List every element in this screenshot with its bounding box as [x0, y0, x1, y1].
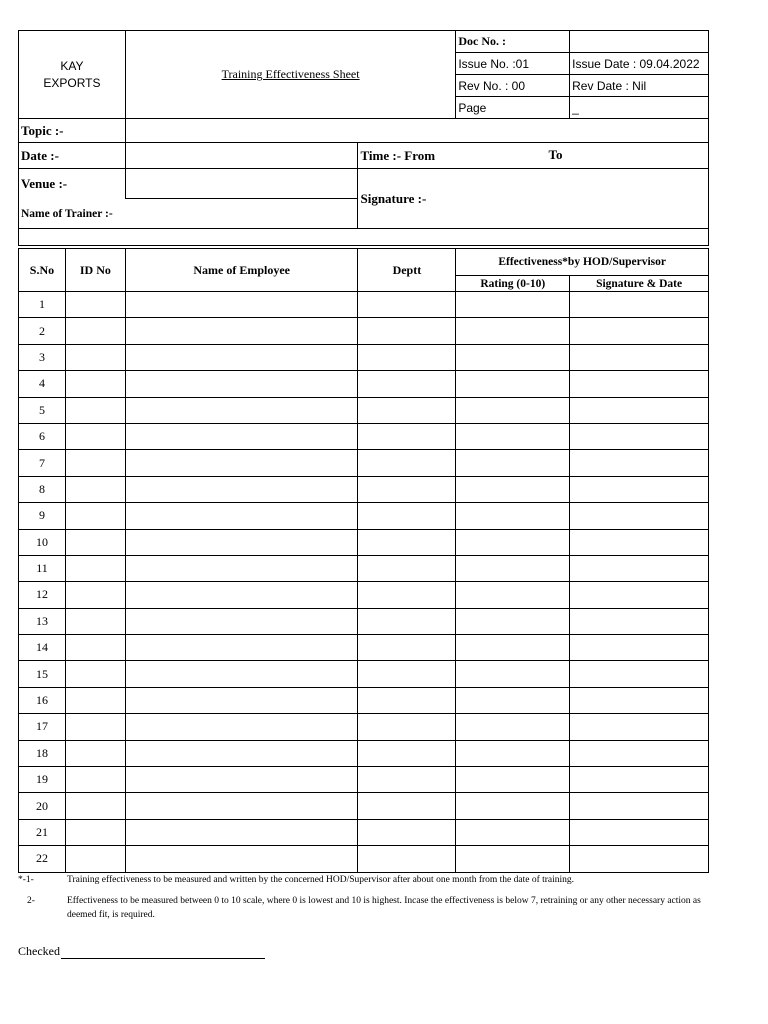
row-id-field[interactable]: [65, 608, 125, 634]
document-title: Training Effectiveness Sheet: [125, 31, 455, 119]
row-rating-field[interactable]: [456, 555, 570, 581]
signature-field[interactable]: [358, 169, 709, 229]
row-signature-field[interactable]: [570, 819, 709, 845]
row-signature-field[interactable]: [570, 846, 709, 872]
row-signature-field[interactable]: [570, 555, 709, 581]
row-sno: 15: [19, 661, 66, 687]
row-rating-field[interactable]: [456, 661, 570, 687]
row-signature-field[interactable]: [570, 476, 709, 502]
row-signature-field[interactable]: [570, 292, 709, 318]
page-label: Page: [456, 97, 570, 119]
row-sno: 20: [19, 793, 66, 819]
row-deptt-field[interactable]: [358, 292, 456, 318]
col-deptt: Deptt: [358, 249, 456, 292]
row-id-field[interactable]: [65, 687, 125, 713]
row-rating-field[interactable]: [456, 793, 570, 819]
row-name-field[interactable]: [125, 793, 358, 819]
table-row: [19, 292, 709, 318]
note-1: [18, 873, 718, 887]
row-name-field[interactable]: [125, 503, 358, 529]
row-sno: 8: [19, 476, 66, 502]
table-row: [19, 450, 709, 476]
row-name-field[interactable]: [125, 608, 358, 634]
row-deptt-field[interactable]: [358, 476, 456, 502]
row-name-field[interactable]: [125, 292, 358, 318]
company-name: [19, 31, 126, 119]
row-signature-field[interactable]: [570, 318, 709, 344]
rev-no: Rev No. : 00: [456, 75, 570, 97]
row-rating-field[interactable]: [456, 582, 570, 608]
table-row: [19, 582, 709, 608]
row-deptt-field[interactable]: [358, 819, 456, 845]
table-row: [19, 819, 709, 845]
row-rating-field[interactable]: [456, 714, 570, 740]
notes: [18, 873, 718, 922]
row-rating-field[interactable]: [456, 819, 570, 845]
row-signature-field[interactable]: [570, 793, 709, 819]
table-row: [19, 371, 709, 397]
row-id-field[interactable]: [65, 476, 125, 502]
row-signature-field[interactable]: [570, 371, 709, 397]
col-name: Name of Employee: [125, 249, 358, 292]
row-deptt-field[interactable]: [358, 318, 456, 344]
row-id-field[interactable]: [65, 661, 125, 687]
row-id-field[interactable]: [65, 529, 125, 555]
row-name-field[interactable]: [125, 555, 358, 581]
row-sno: 3: [19, 344, 66, 370]
row-sno: 19: [19, 767, 66, 793]
row-id-field[interactable]: [65, 714, 125, 740]
row-deptt-field[interactable]: [358, 608, 456, 634]
row-deptt-field[interactable]: [358, 767, 456, 793]
row-sno: 5: [19, 397, 66, 423]
row-sno: 14: [19, 635, 66, 661]
row-id-field[interactable]: [65, 740, 125, 766]
col-sign-date: Signature & Date: [570, 276, 709, 292]
note-2-number: 2-: [27, 896, 35, 906]
row-deptt-field[interactable]: [358, 529, 456, 555]
row-rating-field[interactable]: [456, 767, 570, 793]
row-sno: 21: [19, 819, 66, 845]
row-id-field[interactable]: [65, 555, 125, 581]
row-signature-field[interactable]: [570, 687, 709, 713]
row-name-field[interactable]: [125, 714, 358, 740]
checked-signature-field[interactable]: [61, 946, 265, 959]
issue-no: Issue No. :01: [456, 53, 570, 75]
row-sno: 4: [19, 371, 66, 397]
venue-field[interactable]: [125, 169, 358, 199]
row-id-field[interactable]: [65, 423, 125, 449]
table-row: [19, 635, 709, 661]
row-deptt-field[interactable]: [358, 344, 456, 370]
table-row: [19, 687, 709, 713]
topic-label: Topic :-: [19, 119, 126, 143]
rev-date: Rev Date : Nil: [570, 75, 709, 97]
row-id-field[interactable]: [65, 450, 125, 476]
row-id-field[interactable]: [65, 318, 125, 344]
row-deptt-field[interactable]: [358, 846, 456, 872]
row-rating-field[interactable]: [456, 292, 570, 318]
row-rating-field[interactable]: [456, 687, 570, 713]
table-row: [19, 555, 709, 581]
col-rating: Rating (0-10): [456, 276, 570, 292]
row-rating-field[interactable]: [456, 344, 570, 370]
row-rating-field[interactable]: [456, 608, 570, 634]
row-signature-field[interactable]: [570, 344, 709, 370]
row-signature-field[interactable]: [570, 661, 709, 687]
row-sno: 17: [19, 714, 66, 740]
row-sno: 2: [19, 318, 66, 344]
row-deptt-field[interactable]: [358, 793, 456, 819]
row-name-field[interactable]: [125, 582, 358, 608]
row-rating-field[interactable]: [456, 635, 570, 661]
table-row: [19, 714, 709, 740]
row-sno: 9: [19, 503, 66, 529]
row-signature-field[interactable]: [570, 608, 709, 634]
company-name-line2: EXPORTS: [43, 75, 101, 90]
row-rating-field[interactable]: [456, 397, 570, 423]
row-name-field[interactable]: [125, 450, 358, 476]
company-name-line1: KAY: [60, 58, 84, 73]
row-name-field[interactable]: [125, 846, 358, 872]
table-row: [19, 661, 709, 687]
row-name-field[interactable]: [125, 529, 358, 555]
table-row: [19, 397, 709, 423]
row-rating-field[interactable]: [456, 476, 570, 502]
row-name-field[interactable]: [125, 318, 358, 344]
row-sno: 16: [19, 687, 66, 713]
row-deptt-field[interactable]: [358, 635, 456, 661]
row-id-field[interactable]: [65, 292, 125, 318]
row-sno: 18: [19, 740, 66, 766]
table-row: [19, 318, 709, 344]
note-1-number: *-1-: [18, 875, 34, 885]
row-name-field[interactable]: [125, 687, 358, 713]
row-signature-field[interactable]: [570, 529, 709, 555]
table-row: [19, 793, 709, 819]
row-rating-field[interactable]: [456, 318, 570, 344]
table-row: [19, 344, 709, 370]
row-id-field[interactable]: [65, 582, 125, 608]
row-name-field[interactable]: [125, 344, 358, 370]
col-effectiveness: Effectiveness*by HOD/Supervisor: [456, 249, 709, 276]
note-1-text: Training effectiveness to be measured and written by the concerned HOD/Supervisor after about one month from the date of training.: [67, 875, 575, 885]
table-row: [19, 767, 709, 793]
checked-label: Checked: [18, 944, 60, 958]
row-sno: 13: [19, 608, 66, 634]
row-deptt-field[interactable]: [358, 423, 456, 449]
row-sno: 22: [19, 846, 66, 872]
row-deptt-field[interactable]: [358, 740, 456, 766]
row-deptt-field[interactable]: [358, 450, 456, 476]
employee-table: [18, 248, 709, 873]
employee-rows: [19, 292, 709, 873]
row-rating-field[interactable]: [456, 423, 570, 449]
training-info: [18, 118, 709, 246]
row-signature-field[interactable]: [570, 635, 709, 661]
date-field[interactable]: [125, 143, 358, 169]
table-row: [19, 503, 709, 529]
row-signature-field[interactable]: [570, 397, 709, 423]
time-to-label: To: [548, 147, 563, 162]
row-deptt-field[interactable]: [358, 714, 456, 740]
note-2: [18, 894, 718, 922]
doc-no-label: Doc No. :: [456, 31, 570, 53]
row-id-field[interactable]: [65, 503, 125, 529]
table-row: [19, 740, 709, 766]
trainer-label: Name of Trainer :-: [19, 199, 358, 229]
row-name-field[interactable]: [125, 740, 358, 766]
date-label: Date :-: [19, 143, 126, 169]
row-name-field[interactable]: [125, 423, 358, 449]
row-id-field[interactable]: [65, 767, 125, 793]
row-name-field[interactable]: [125, 397, 358, 423]
time-field[interactable]: [358, 143, 709, 169]
issue-date: Issue Date : 09.04.2022: [570, 53, 709, 75]
checked-line: [18, 944, 265, 959]
table-row: [19, 476, 709, 502]
row-sno: 1: [19, 292, 66, 318]
row-rating-field[interactable]: [456, 846, 570, 872]
row-signature-field[interactable]: [570, 450, 709, 476]
signature-label: Signature :-: [360, 190, 427, 206]
row-deptt-field[interactable]: [358, 503, 456, 529]
row-sno: 7: [19, 450, 66, 476]
spacer-row: [19, 229, 709, 246]
row-signature-field[interactable]: [570, 767, 709, 793]
row-deptt-field[interactable]: [358, 661, 456, 687]
row-signature-field[interactable]: [570, 740, 709, 766]
row-id-field[interactable]: [65, 793, 125, 819]
row-deptt-field[interactable]: [358, 397, 456, 423]
row-deptt-field[interactable]: [358, 555, 456, 581]
row-name-field[interactable]: [125, 819, 358, 845]
row-signature-field[interactable]: [570, 503, 709, 529]
topic-field[interactable]: [125, 119, 708, 143]
col-id: ID No: [65, 249, 125, 292]
row-name-field[interactable]: [125, 371, 358, 397]
row-rating-field[interactable]: [456, 529, 570, 555]
row-signature-field[interactable]: [570, 582, 709, 608]
row-deptt-field[interactable]: [358, 687, 456, 713]
row-rating-field[interactable]: [456, 450, 570, 476]
col-sno: S.No: [19, 249, 66, 292]
row-sno: 12: [19, 582, 66, 608]
table-row: [19, 608, 709, 634]
row-name-field[interactable]: [125, 476, 358, 502]
table-row: [19, 846, 709, 872]
time-from-label: Time :- From: [360, 147, 436, 163]
row-id-field[interactable]: [65, 819, 125, 845]
table-row: [19, 423, 709, 449]
page-value: _: [570, 97, 709, 119]
row-sno: 6: [19, 423, 66, 449]
document-header: [18, 30, 709, 119]
row-name-field[interactable]: [125, 767, 358, 793]
doc-no-value: [570, 31, 709, 53]
table-row: [19, 529, 709, 555]
row-rating-field[interactable]: [456, 503, 570, 529]
row-id-field[interactable]: [65, 635, 125, 661]
row-name-field[interactable]: [125, 635, 358, 661]
row-id-field[interactable]: [65, 397, 125, 423]
row-name-field[interactable]: [125, 661, 358, 687]
venue-label: Venue :-: [19, 169, 126, 199]
row-signature-field[interactable]: [570, 714, 709, 740]
row-rating-field[interactable]: [456, 371, 570, 397]
row-id-field[interactable]: [65, 371, 125, 397]
row-rating-field[interactable]: [456, 740, 570, 766]
row-sno: 10: [19, 529, 66, 555]
row-id-field[interactable]: [65, 344, 125, 370]
row-deptt-field[interactable]: [358, 582, 456, 608]
note-2-text: Effectiveness to be measured between 0 to 10 scale, where 0 is lowest and 10 is highest. Incase the effectiveness is below 7, retraining or any other necessary action as deemed fit, is required.: [67, 896, 701, 920]
row-deptt-field[interactable]: [358, 371, 456, 397]
row-signature-field[interactable]: [570, 423, 709, 449]
row-sno: 11: [19, 555, 66, 581]
row-id-field[interactable]: [65, 846, 125, 872]
